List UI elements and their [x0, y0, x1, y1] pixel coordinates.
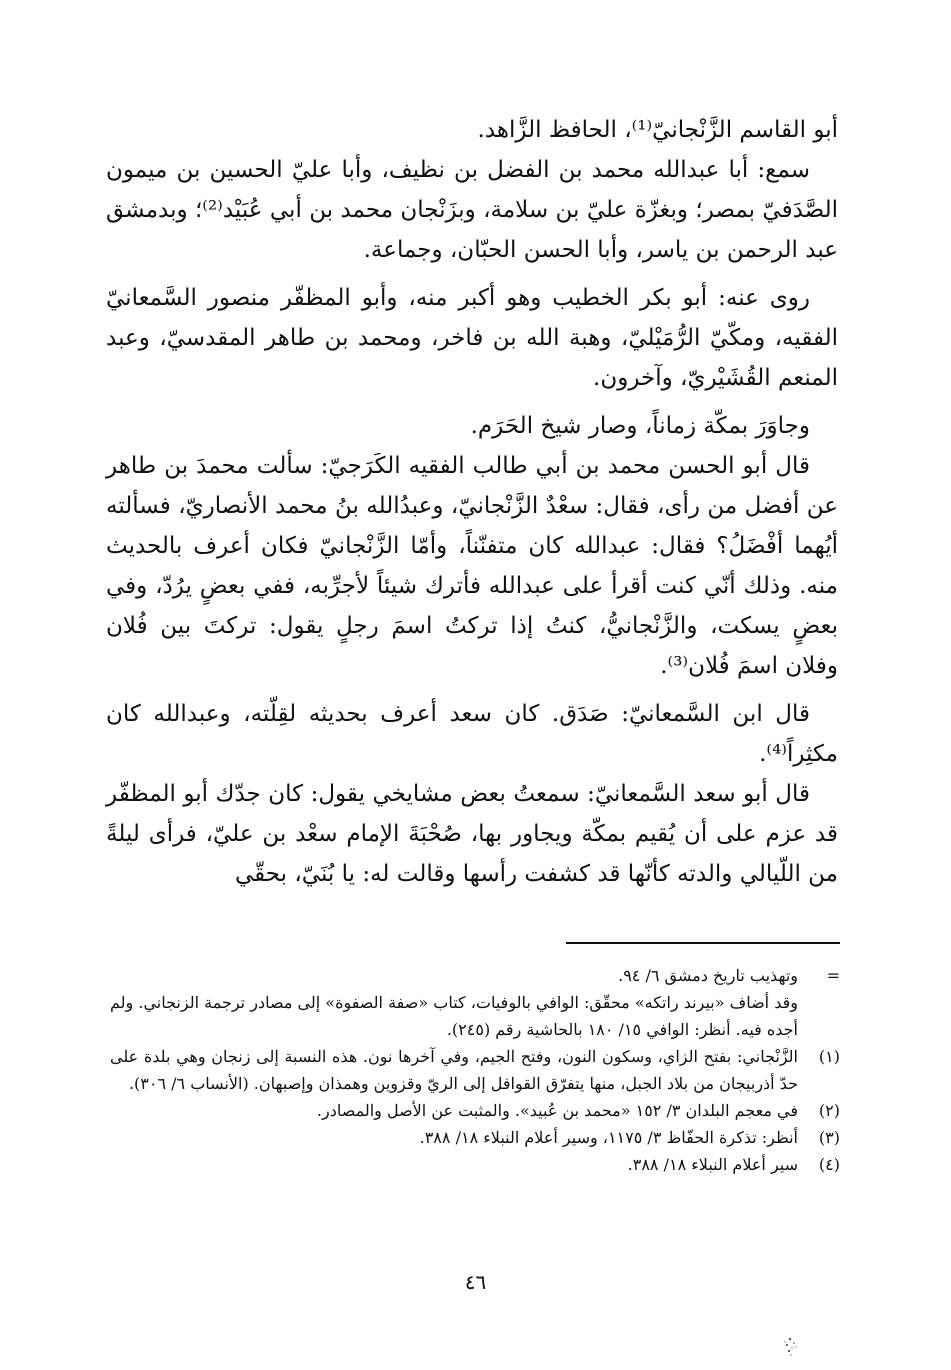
- footnote-mark: (٣): [818, 1128, 840, 1147]
- footnote-mark: (١): [818, 1047, 840, 1066]
- footnote-text: وتهذيب تاريخ دمشق ٦/ ٩٤.: [618, 966, 798, 985]
- footnote-mark: =: [826, 966, 840, 985]
- footnotes: [110, 962, 840, 1178]
- footnote-mark: (٤): [818, 1155, 840, 1174]
- footnote-4: [110, 1151, 840, 1178]
- paragraph-5: قال أبو الحسن محمد بن أبي طالب الفقيه الكَرَجيّ: سألت محمدَ بن طاهر عن أفضل من رأى، فقال: سعْدٌ الزَّنْجانيّ، وعبدُالله بنُ محمد الأنصاريّ، فسألته أيُهما أفْضَلُ؟ فقال: عبدالله كان متفنّناً، وأمّا الزَّنْجانيّ فكان أعرف بالحديث منه. وذلك أنّي كنت أقرأ على عبدالله فأترك شيئاً لأجرِّبه، ففي بعضٍ يرُدّ، وفي بعضٍ يسكت، والزَّنْجانيُّ، كنتُ إذا تركتُ اسمَ رجلٍ يقول: تركتَ بين فُلان وفلان اسمَ فُلان⁽³⁾.: [106, 453, 839, 679]
- paragraph-7: قال أبو سعد السَّمعانيّ: سمعتُ بعض مشايخي يقول: كان جدّك أبو المظفّر قد عزم على أن يُقيم بمكّة ويجاور بها، صُحْبَةَ الإمام سعْد بن عليّ، فرأى ليلةً من اللّيالي والدته كأنّها قد كشفت رأسها وقالت له: يا بُنَيّ، بحقّي: [106, 781, 838, 887]
- footnote-text: سير أعلام النبلاء ١٨/ ٣٨٨.: [627, 1155, 798, 1174]
- paragraph-1: أبو القاسم الزَّنْجانيّ⁽¹⁾، الحافظ الزَّاهد.: [477, 117, 838, 143]
- footnote-text: أنظر: تذكرة الحفّاظ ٣/ ١١٧٥، وسير أعلام النبلاء ١٨/ ٣٨٨.: [419, 1128, 798, 1147]
- footnote-text: وقد أضاف «بيرند راتكه» محقّق: الوافي بالوفيات، كتاب «صفة الصفوة» إلى مصادر ترجمة الزنجاني. ولم أجده فيه. أنظر: الوافي ١٥/ ١٨٠ بالحاشية رقم (٢٤٥).: [110, 993, 798, 1039]
- footnote-text: الزَّنْجاني: بفتح الزاي، وسكون النون، وفتح الجيم، وفي آخرها نون. هذه النسبة إلى زنجان وهي بلدة على حدّ أذربيجان من بلاد الجبل، منها يتفرّق القوافل إلى الريّ وقزوين وهمذان وإصبهان. (الأنساب ٦/ ٣٠٦).: [110, 1047, 798, 1093]
- paragraph-4: وجاوَرَ بمكّة زماناً، وصار شيخ الحَرَم.: [470, 413, 810, 439]
- main-text: [106, 110, 838, 930]
- footnote-continuation-2: [110, 989, 840, 1043]
- footnote-separator: [566, 942, 840, 944]
- paragraph-3: روى عنه: أبو بكر الخطيب وهو أكبر منه، وأبو المظفّر منصور السَّمعانيّ الفقيه، ومكّيّ الرُّمَيْليّ، وهبة الله بن فاخر، ومحمد بن طاهر المقدسيّ، وعبد المنعم القُشَيْريّ، وآخرون.: [106, 285, 838, 391]
- footnote-2: [110, 1097, 840, 1124]
- scan-speck: [770, 1325, 810, 1365]
- footnote-mark: (٢): [818, 1101, 840, 1120]
- paragraph-6: قال ابن السَّمعانيّ: صَدَق. كان سعد أعرف بحديثه لقِلّته، وعبدالله كان مكثِراً⁽⁴⁾.: [106, 701, 838, 767]
- footnote-3: [110, 1124, 840, 1151]
- footnote-continuation: [110, 962, 840, 989]
- footnote-1: [110, 1043, 840, 1097]
- paragraph-2: سمع: أبا عبدالله محمد بن الفضل بن نظيف، وأبا عليّ الحسين بن ميمون الصَّدَفيّ بمصر؛ وبغزّة عليّ بن سلامة، وبزَنْجان محمد بن أبي عُبَيْد⁽²⁾؛ وبدمشق عبد الرحمن بن ياسر، وأبا الحسن الحبّان، وجماعة.: [106, 157, 839, 263]
- footnote-text: في معجم البلدان ٣/ ١٥٢ «محمد بن عُبيد». والمثبت عن الأصل والمصادر.: [316, 1101, 798, 1120]
- page-number: ٤٦: [464, 1270, 487, 1294]
